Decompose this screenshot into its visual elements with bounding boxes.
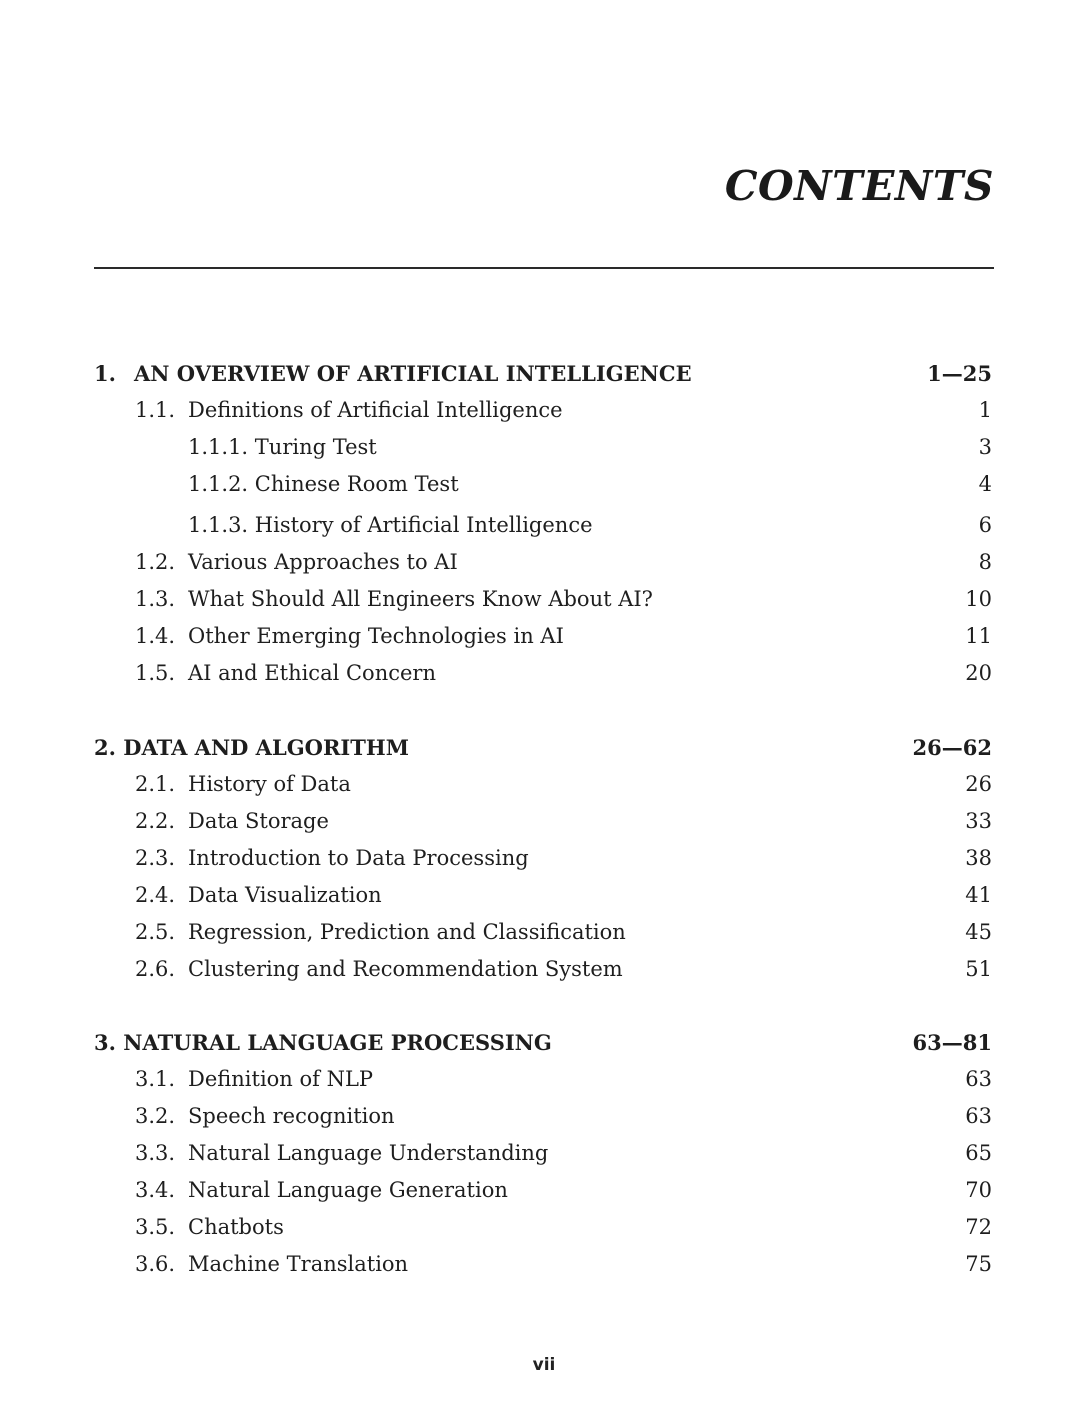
toc-entry[interactable] xyxy=(94,914,994,951)
toc-entry[interactable] xyxy=(94,1209,994,1246)
chapter-title: 2. DATA AND ALGORITHM xyxy=(94,735,409,760)
toc-entry[interactable] xyxy=(94,803,994,840)
entry-number: 2.1. xyxy=(135,772,176,796)
entry-number: 1.4. xyxy=(135,624,176,648)
toc-entry[interactable] xyxy=(94,1172,994,1209)
toc-subentry[interactable] xyxy=(94,429,994,466)
chapter-title: AN OVERVIEW OF ARTIFICIAL INTELLIGENCE xyxy=(134,361,692,386)
entry-title: Data Visualization xyxy=(188,883,382,907)
entry-title: Definitions of Artificial Intelligence xyxy=(188,398,563,422)
entry-title: History of Data xyxy=(188,772,351,796)
toc-chapter-1 xyxy=(94,355,994,692)
entry-number: 1.1. xyxy=(135,398,176,422)
toc-entry[interactable] xyxy=(94,618,994,655)
entry-title: Introduction to Data Processing xyxy=(188,846,529,870)
toc-subentry[interactable] xyxy=(94,503,994,544)
chapter-title: 3. NATURAL LANGUAGE PROCESSING xyxy=(94,1030,552,1055)
toc-entry[interactable] xyxy=(94,392,994,429)
entry-number: 2.2. xyxy=(135,809,176,833)
toc-entry[interactable] xyxy=(94,581,994,618)
entry-page: 75 xyxy=(965,1252,992,1276)
entry-page: 20 xyxy=(965,661,992,685)
entry-page: 63 xyxy=(965,1104,992,1128)
entry-title: Natural Language Understanding xyxy=(188,1141,549,1165)
chapter-page-range: 1—25 xyxy=(927,361,992,386)
entry-page: 63 xyxy=(965,1067,992,1091)
entry-page: 51 xyxy=(965,957,992,981)
toc-chapter-3 xyxy=(94,1024,994,1283)
entry-page: 45 xyxy=(965,920,992,944)
toc-entry[interactable] xyxy=(94,766,994,803)
toc-subentry[interactable] xyxy=(94,466,994,503)
entry-number: 1.5. xyxy=(135,661,176,685)
chapter-page-range: 63—81 xyxy=(912,1030,992,1055)
page-title: CONTENTS xyxy=(724,162,994,210)
entry-title: Machine Translation xyxy=(188,1252,409,1276)
toc-entry[interactable] xyxy=(94,1098,994,1135)
toc-entry[interactable] xyxy=(94,1135,994,1172)
entry-page: 11 xyxy=(965,624,992,648)
entry-number: 1.2. xyxy=(135,550,176,574)
entry-title: Regression, Prediction and Classification xyxy=(188,920,626,944)
entry-title: 1.1.2. Chinese Room Test xyxy=(188,472,459,496)
entry-number: 3.6. xyxy=(135,1252,176,1276)
entry-title: Data Storage xyxy=(188,809,329,833)
entry-title: 1.1.1. Turing Test xyxy=(188,435,377,459)
entry-number: 3.5. xyxy=(135,1215,176,1239)
toc-entry[interactable] xyxy=(94,1061,994,1098)
entry-number: 3.2. xyxy=(135,1104,176,1128)
entry-page: 10 xyxy=(965,587,992,611)
entry-title: Definition of NLP xyxy=(188,1067,374,1091)
chapter-heading[interactable] xyxy=(94,355,994,392)
entry-page: 6 xyxy=(978,513,992,537)
entry-title: 1.1.3. History of Artificial Intelligence xyxy=(188,513,593,537)
toc-entry[interactable] xyxy=(94,840,994,877)
entry-page: 72 xyxy=(965,1215,992,1239)
entry-page: 4 xyxy=(978,472,992,496)
entry-number: 1.3. xyxy=(135,587,176,611)
toc-entry[interactable] xyxy=(94,655,994,692)
toc-entry[interactable] xyxy=(94,544,994,581)
entry-page: 1 xyxy=(978,398,992,422)
chapter-heading[interactable] xyxy=(94,1024,994,1061)
entry-number: 2.3. xyxy=(135,846,176,870)
chapter-heading[interactable] xyxy=(94,729,994,766)
entry-page: 38 xyxy=(965,846,992,870)
entry-title: Chatbots xyxy=(188,1215,284,1239)
entry-title: AI and Ethical Concern xyxy=(188,661,436,685)
entry-number: 3.4. xyxy=(135,1178,176,1202)
toc-entry[interactable] xyxy=(94,877,994,914)
entry-number: 2.4. xyxy=(135,883,176,907)
entry-title: Speech recognition xyxy=(188,1104,395,1128)
entry-page: 41 xyxy=(965,883,992,907)
entry-number: 3.1. xyxy=(135,1067,176,1091)
entry-page: 33 xyxy=(965,809,992,833)
entry-page: 3 xyxy=(978,435,992,459)
entry-title: Other Emerging Technologies in AI xyxy=(188,624,564,648)
toc-entry[interactable] xyxy=(94,951,994,988)
entry-number: 2.6. xyxy=(135,957,176,981)
entry-title: Natural Language Generation xyxy=(188,1178,508,1202)
entry-number: 3.3. xyxy=(135,1141,176,1165)
entry-page: 65 xyxy=(965,1141,992,1165)
entry-page: 70 xyxy=(965,1178,992,1202)
page-number: vii xyxy=(532,1355,556,1375)
title-rule xyxy=(94,267,994,269)
chapter-page-range: 26—62 xyxy=(912,735,992,760)
toc-chapter-2 xyxy=(94,729,994,988)
entry-number: 2.5. xyxy=(135,920,176,944)
entry-page: 8 xyxy=(978,550,992,574)
entry-title: Clustering and Recommendation System xyxy=(188,957,623,981)
toc-entry[interactable] xyxy=(94,1246,994,1283)
entry-title: What Should All Engineers Know About AI? xyxy=(188,587,653,611)
chapter-number: 1. xyxy=(94,361,116,386)
entry-page: 26 xyxy=(965,772,992,796)
entry-title: Various Approaches to AI xyxy=(188,550,458,574)
